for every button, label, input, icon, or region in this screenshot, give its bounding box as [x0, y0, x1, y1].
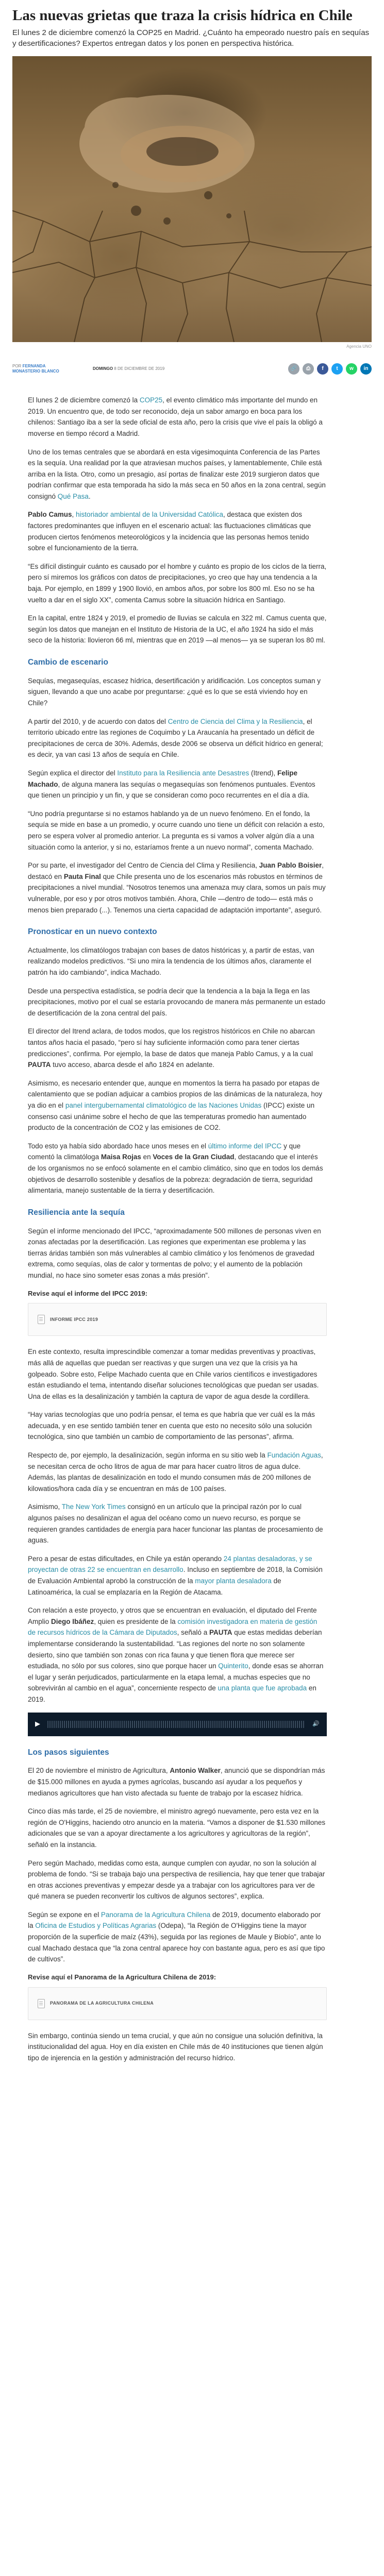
- source-name: Pauta Final: [63, 872, 101, 880]
- desaladoras-link[interactable]: 24 plantas desaladoras, y se proyectan de otras 22 se encuentran en desarrollo: [28, 1554, 312, 1574]
- article-lead: El lunes 2 de diciembre comenzó la COP25 en Madrid. ¿Cuánto ha empeorado nuestro país en sequías y desertificaciones? Expertos entregan datos y los ponen en perspectiva histórica.: [12, 28, 370, 48]
- embed-label: INFORME IPCC 2019: [50, 1317, 98, 1323]
- paragraph: Sin embargo, continúa siendo un tema crucial, y que aún no consigue una solución definitiva, la institucionalidad del agua. Hoy en día existen en Chile más de 40 instituciones que tienen algún tipo de injerencia en la gestión y administración del recurso hídrico.: [28, 2031, 323, 2062]
- article-body: [28, 395, 327, 2063]
- paragraph: El lunes 2 de diciembre comenzó la COP25, el evento climático más importante del mundo en 2019. Un encuentro que, de todo ser reconocido, deja un sabor amargo en boca para los chilenos: Santiago iba a ser la sede oficial de esta año, pero la crisis que vive el país la obligó a moverse en tiempo récord a Madrid.: [28, 396, 323, 437]
- paragraph: Por su parte, el investigador del Centro de Ciencia del Clima y Resiliencia, Juan Pablo Boisier, destacó en Pauta Final que Chile presenta uno de los escenarios más robustos en términos de precipitaciones a nivel mundial. “Nosotros tenemos una amenaza muy clara, somos un país muy vulnerable, por eso y por otros motivos también. Ahora, Chile —dentro de todo— está más o menos bien preparado (...). Tenemos una cierta capacidad de adaptación importante”, aseguró.: [28, 861, 326, 914]
- quote-paragraph: “Uno podría preguntarse si no estamos hablando ya de un nuevo fenómeno. En el fondo, la sequía se mide en base a un promedio, y ocurre cuando uno tiene un déficit con relación a esto, pero se espera volver al promedio anterior. La pregunta es si vamos a volver algún día a una situación como la anterior, y si no, estaríamos frente a un nuevo normal”, comenta Machado.: [28, 809, 325, 851]
- paragraph: Asimismo, The New York Times consignó en un artículo que la principal razón por lo cual algunos países no desalinizan el agua del océano como un nuevo recurso, es porque se requieren grandes cantidades de energía para hacer funcionar las plantas de procesamiento de aguas.: [28, 1503, 323, 1545]
- ipcc-panel-link[interactable]: panel intergubernamental climatológico de las Naciones Unidas: [65, 1101, 262, 1110]
- paragraph: En este contexto, resulta imprescindible comenzar a tomar medidas preventivas y proactivas, más allá de aquellas que puedan ser reactivas y que surgen una vez que la crisis ya ha golpeado. Sobre esto, Felipe Machado cuenta que en Chile varios científicos e investigadores están estudiando el tema, intentando diseñar soluciones tecnológicas que puedan ser usadas. Una de ellas es la desalinización y también la captura de vapor de agua desde la cordillera.: [28, 1348, 319, 1400]
- linkedin-icon[interactable]: in: [360, 363, 372, 375]
- paragraph: Según el informe mencionado del IPCC, “aproximadamente 500 millones de personas viven en zonas afectadas por la desertificación. Las regiones que experimentan ese problema y las tierras áridas también son más vulnerables al cambio climático y los fenómenos de gravedad extrema, como sequías, olas de calor y tormentas de polvo; y el aumento de la población mundial, no hace sino someter esas zonas a más presión”.: [28, 1227, 321, 1279]
- paragraph: Actualmente, los climatólogos trabajan con bases de datos históricas y, a partir de estas, van realizando modelos predictivos. “Si uno mira la tendencia de los últimos años, claramente el patrón ha ido cambiando”, indica Machado.: [28, 946, 314, 977]
- person-name: Maisa Rojas: [101, 1153, 141, 1161]
- itrend-link[interactable]: Instituto para la Resiliencia ante Desastres: [117, 769, 249, 777]
- cr2-link[interactable]: Centro de Ciencia del Clima y la Resiliencia: [168, 717, 303, 725]
- publish-date: [93, 366, 164, 371]
- paragraph: A partir del 2010, y de acuerdo con datos del Centro de Ciencia del Clima y la Resiliencia, el territorio ubicado entre las regiones de Coquimbo y La Araucanía ha presentado un déficit de precipitaciones de cerca de 30%. Además, desde 2006 se observa un déficit hídrico en general; es decir, ya van casi 13 años de sequía en Chile.: [28, 717, 323, 759]
- audio-player: [28, 1713, 327, 1736]
- panorama-document-embed[interactable]: [28, 1987, 327, 2020]
- document-icon: [38, 1999, 45, 2008]
- byline-label: POR: [12, 363, 22, 368]
- ipcc-report-link[interactable]: último informe del IPCC: [208, 1142, 282, 1150]
- share-bar: [288, 363, 372, 375]
- article-meta: [0, 350, 384, 382]
- paragraph: Pero a pesar de estas dificultades, en Chile ya están operando 24 plantas desaladoras, y se proyectan de otras 22 se encuentran en desarrollo. Incluso en septiembre de 2018, la Comisión de Evaluación Ambiental aprobó la construcción de la mayor planta desaladora de Latinoamérica, la cual se emplazaría en la Región de Atacama.: [28, 1554, 323, 1596]
- paragraph: Sequías, megasequías, escasez hídrica, desertificación y aridificación. Los conceptos suman y siguen, llevando a que uno acabe por preguntarse: ¿qué es lo que se está viviendo hoy en Chile?: [28, 676, 321, 707]
- publish-day: DOMINGO: [93, 366, 113, 371]
- facebook-icon[interactable]: f: [317, 363, 328, 375]
- camus-role-link[interactable]: historiador ambiental de la Universidad Católica: [76, 511, 223, 519]
- paragraph: Según se expone en el Panorama de la Agricultura Chilena de 2019, documento elaborado por la Oficina de Estudios y Políticas Agrarias (Odepa), “la Región de O'Higgins tiene la mayor proporción de la superficie de maíz (43%), seguida por las regiones de Maule y Biobío”, ante lo cual Machado destaca que “la zona central aparece hoy con bastante agua, pero es así que tipo de cultivos”.: [28, 1910, 325, 1963]
- odepa-link[interactable]: Oficina de Estudios y Políticas Agrarias: [35, 1922, 157, 1930]
- document-icon: [38, 1315, 45, 1324]
- planta-aprobada-link[interactable]: una planta que fue aprobada: [218, 1684, 307, 1692]
- paragraph: Según explica el director del Instituto para la Resiliencia ante Desastres (Itrend), Felipe Machado, de alguna manera las sequías o megasequías son fenómenos puntuales. Eventos que tienen un principio y un fin, y que se consideran como poco recurrentes en el día a día.: [28, 769, 315, 800]
- person-name: Pablo Camus: [28, 511, 72, 519]
- paragraph: Con relación a este proyecto, y otros que se encuentran en evaluación, el diputado del Frente Amplio Diego Ibáñez, quien es presidente de la comisión investigadora en materia de gestión de recursos hídricos de la Cámara de Diputados, señaló a PAUTA que estas medidas deberían implementarse considerando la sustentabilidad. “Las regiones del norte no son solamente desierto, sino que también son zonas con rica fauna y que tienen flora que merece ser estudiada, no sólo por sus colores, sino que porque hacer un Quinterito, donde esas se ahorran el lugar y serán perjudicados, particularmente en la etapa lemal, a muchas especies que no sobrevivirán al cambio en el agua”, concerniente respecto de una planta que fue aprobada en 2019.: [28, 1606, 324, 1703]
- cop25-link[interactable]: COP25: [139, 396, 163, 404]
- paragraph: Asimismo, es necesario entender que, aunque en momentos la tierra ha pasado por etapas de calentamiento que se podían adjuicar a cambios propios de las dinámicas de la naturaleza, hoy ya dio en el panel intergubernamental climatológico de las Naciones Unidas (IPCC) existe un consenso casi unánime sobre el hecho de que las temperaturas promedio han aumentado producto de la concentración de CO2 y las emisiones de CO2.: [28, 1079, 323, 1132]
- source-name: PAUTA: [28, 1061, 51, 1069]
- ipcc-document-embed[interactable]: [28, 1303, 327, 1336]
- paragraph: El director del Itrend aclara, de todos modos, que los registros históricos en Chile no abarcan tantos años hacia el pasado, “pero sí hay suficiente información como para tener ciertas predicciones”, confirma. Por ejemplo, la base de datos que maneja Pablo Camus, y a la cual PAUTA tuvo acceso, abarca desde el año 1824 en adelante.: [28, 1027, 315, 1069]
- print-icon[interactable]: ⎙: [303, 363, 314, 375]
- mayor-planta-link[interactable]: mayor planta desaladora: [195, 1577, 272, 1585]
- que-pasa-link[interactable]: Qué Pasa: [57, 492, 89, 500]
- article-title: Las nuevas grietas que traza la crisis hídrica en Chile: [12, 7, 353, 24]
- paragraph: Todo esto ya había sido abordado hace unos meses en el último informe del IPCC y que comentó la climatóloga Maisa Rojas en Voces de la Gran Ciudad, destacando que el interés de los organismos no se enfocó solamente en el cambio climático, sino que en todos los demás objetivos de desarrollo sostenible y desafíos de la pobreza: degradación de tierra, seguridad alimentaria, manejo sustentable de la tierra y desertificación.: [28, 1142, 323, 1195]
- comision-link[interactable]: comisión investigadora en materia de gestión de recursos hídricos de la Cámara de Diputados: [28, 1617, 318, 1637]
- section-heading: Pronosticar en un nuevo contexto: [28, 927, 157, 937]
- author-link[interactable]: FERNANDA MONASTERIO BLANCO: [12, 363, 59, 374]
- paragraph: Cinco días más tarde, el 25 de noviembre, el ministro agregó nuevamente, pero esta vez en la región de O'Higgins, haciendo otro anuncio en la materia. “Vamos a disponer de $1.530 millones adicionales que se van a apoyar directamente a los agricultores y agricultoras de la región”, señaló en la instancia.: [28, 1807, 326, 1849]
- paragraph: En la capital, entre 1824 y 2019, el promedio de lluvias se calcula en 322 ml. Camus cuenta que, según los datos que manejan en el Instituto de Historia de la UC, el año 1924 ha sido el más seco de la historia: llovieron 66 ml, mientras que en 2019 —al menos— ya se superan los 80 ml.: [28, 614, 327, 645]
- cracked-earth-hands-illustration: [12, 56, 372, 342]
- publish-date-text: 8 DE DICIEMBRE DE 2019: [114, 366, 165, 371]
- person-name: Juan Pablo Boisier: [259, 861, 322, 870]
- audio-progress-track[interactable]: [47, 1721, 305, 1728]
- quinterito-link[interactable]: Quinterito: [218, 1662, 248, 1670]
- source-name: PAUTA: [209, 1629, 232, 1637]
- section-heading: Resiliencia ante la sequía: [28, 1208, 125, 1217]
- person-name: Diego Ibáñez: [51, 1617, 94, 1625]
- embed-label: PANORAMA DE LA AGRICULTURA CHILENA: [50, 2001, 154, 2006]
- paragraph: Uno de los temas centrales que se abordará en esta vigesimoquinta Conferencia de las Partes es la sequía. Una realidad por la que atraviesan muchos países, y lamentablemente, Chile está arriba en la lista. Otro, como un presagio, así portas de finalizar este 2019 surgieron datos que podrían confirmar que esta temporada ha sido la más seca en 50 años en la zona central, según consignó Qué Pasa.: [28, 448, 326, 500]
- paragraph: Respecto de, por ejemplo, la desalinización, según informa en su sitio web la Fundación Aguas, se necesitan cerca de ocho litros de agua de mar para hacer cuatro litros de agua dulce. Además, las plantas de desalinización en todo el mundo consumen más de 200 millones de kilowatios/hora cada día y se encuentran en más de 100 países.: [28, 1451, 323, 1493]
- twitter-icon[interactable]: t: [331, 363, 343, 375]
- photo-credit: Agencia UNO: [346, 344, 372, 349]
- paragraph: El 20 de noviembre el ministro de Agricultura, Antonio Walker, anunció que se dispondrían más de $15.000 millones en ayuda a pymes agrícolas, buscando así ayudar a los pequeños y medianos agricultores que han visto afectada su fuente de trabajo por la escasez hídrica.: [28, 1767, 325, 1797]
- embed-heading: Revise aquí el informe del IPCC 2019:: [28, 1289, 147, 1297]
- panorama-link[interactable]: Panorama de la Agricultura Chilena: [101, 1910, 211, 1919]
- person-name: Antonio Walker: [170, 1767, 221, 1775]
- section-heading: Los pasos siguientes: [28, 1748, 109, 1757]
- hero-image: [12, 56, 372, 342]
- link-icon[interactable]: 🔗: [288, 363, 299, 375]
- paragraph: Pablo Camus, historiador ambiental de la Universidad Católica, destaca que existen dos factores predominantes que influyen en el escenario actual: las fluctuaciones climáticas que producen ciertos fenómenos meteorológicos y la incidencia que las personas hemos tenido sobre el funcionamiento de la tierra.: [28, 511, 311, 552]
- quote-paragraph: “Hay varias tecnologías que uno podría pensar, el tema es que habría que ver cuál es la más adecuada, y en ese sentido también tener en cuenta que esto no necesito sólo una solución tecnológica, sino que también un cambio de comportamiento de las personas”, afirma.: [28, 1411, 315, 1441]
- volume-icon[interactable]: 🔊: [312, 1720, 320, 1727]
- nyt-link[interactable]: The New York Times: [61, 1503, 126, 1511]
- quote-paragraph: “Es difícil distinguir cuánto es causado por el hombre y cuánto es propio de los ciclos de la tierra, pero sí miremos los gráficos con datos de precipitaciones, yo creo que hay una tendencia a la baja. Por ejemplo, en 1899 y 1900 llovió, en ambos años, por sobre los 800 ml. Eso no se ha vuelto a dar en el siglo XX”, comenta Camus sobre la situación hídrica en Santiago.: [28, 562, 327, 604]
- byline: [12, 364, 64, 375]
- paragraph: Desde una perspectiva estadística, se podría decir que la tendencia a la baja la llega en las precipitaciones, motivo por el cual se estaría provocando de manera más permanente un estado de desertificación de la zona central del país.: [28, 987, 326, 1017]
- fundacion-aguas-link[interactable]: Fundación Aguas: [267, 1451, 321, 1460]
- embed-heading: Revise aquí el Panorama de la Agricultura Chilena de 2019:: [28, 1973, 216, 1981]
- program-name: Voces de la Gran Ciudad: [153, 1153, 235, 1161]
- person-name: Felipe Machado: [28, 769, 298, 788]
- paragraph: Pero según Machado, medidas como esta, aunque cumplen con ayudar, no son la solución al problema de fondo. “Si se trabaja bajo una perspectiva de resiliencia, hay que tener que trabajar en otras acciones preventivas y empezar desde ya a trabajar con los agricultores para ver de qué manera se pueden reconvertir los cultivos de algunos sectores”, explica.: [28, 1859, 325, 1901]
- whatsapp-icon[interactable]: w: [346, 363, 357, 375]
- section-heading: Cambio de escenario: [28, 658, 108, 667]
- play-icon[interactable]: ▶: [35, 1720, 40, 1728]
